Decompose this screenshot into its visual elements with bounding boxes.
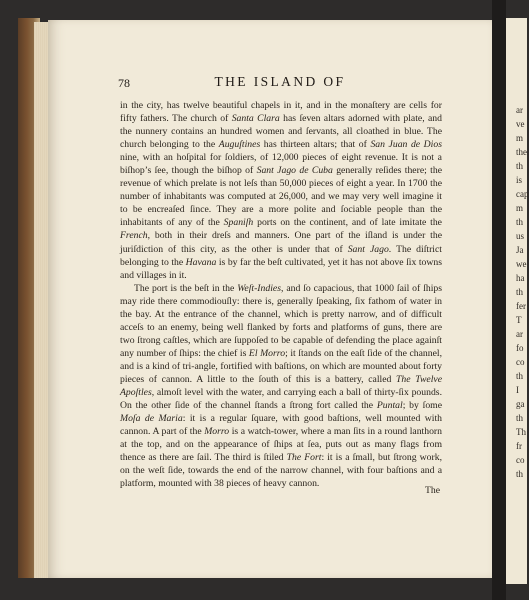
facing-page-fragment: ga (516, 399, 525, 409)
italic-run: Weſt-Indies (237, 282, 281, 294)
italic-run: Sant Jago de Cuba (256, 165, 333, 177)
facing-page-fragment: th (516, 371, 524, 381)
italic-run: Havana (185, 256, 217, 268)
facing-page-fragment: fer (516, 301, 526, 311)
text-run: ; it ſtands on the eaſt ſide of the channel, and is a kind of tri-angle, fortified with baſtions, on which are mounted about forty pieces of cannon. A little to the ſouth of this is a battery, called (120, 347, 443, 385)
facing-page-fragment: is (516, 175, 523, 185)
facing-page-fragment: fo (516, 343, 524, 353)
italic-run: Spaniſh (223, 217, 254, 229)
body-text (120, 99, 442, 490)
facing-page-edge (506, 18, 527, 584)
facing-page-fragment: m (516, 203, 524, 213)
italic-run: French (120, 230, 148, 242)
italic-run: Moſa de Maria (120, 413, 183, 425)
text-run: ports on the continent, and of late imitate the (253, 217, 442, 229)
facing-page-fragment: th (516, 413, 524, 423)
text-run: in the city, has twelve beautiful chapels in it, and in the monaſtery are cells for fifty fathers. The church of (120, 100, 442, 125)
facing-page-fragment: ar (516, 329, 523, 339)
facing-page-fragment: ar (516, 105, 523, 115)
text-run: , and ſo capacious, that 1000 ſail of ſhips may ride there commodiouſly: there is, generally ſpeaking, ſix fathom of water in the bay. At the entrance of the channel, which is pretty narrow, and of difficult acceſs to an enemy, being well flanked by forts and platforms of guns, there are two ſtrong caſtles, which are ſuppoſed to be capable of defending the place againſt any number of ſhips: the chief is (120, 282, 442, 359)
facing-page-fragment: th (516, 161, 524, 171)
text-run: generally reſides there; the revenue of which prelate is not leſs than 50,000 pieces of eight a year. In 1700 the number of inhabitants was computed at 26,000, and we may very well imagine it to be encreaſed ſince. They are a more polite and ſociable people than the inhabitants of any of the (120, 165, 443, 229)
paragraph (120, 282, 442, 491)
facing-page-fragment: co (516, 357, 525, 367)
italic-run: San Juan de Dios (370, 139, 442, 151)
italic-run: Puntal (376, 400, 403, 412)
italic-run: El Morro (248, 347, 286, 359)
italic-run: Auguſtines (218, 139, 261, 151)
page-header (118, 74, 442, 92)
text-run: The port is the beſt in the (134, 282, 238, 294)
paragraph (120, 99, 442, 282)
facing-page-fragment: th (516, 217, 524, 227)
text-run: ; by ſome (402, 400, 443, 412)
text-run: has ſeven altars adorned with plate, and the nunnery contains an hundred women and ſervants, all cloathed in blue. The church belonging to the (120, 113, 442, 151)
facing-page-fragment: fr (516, 441, 522, 451)
page-number: 78 (118, 76, 130, 90)
italic-run: The Fort (286, 452, 322, 464)
text-run: has thirteen altars; that of (260, 139, 371, 151)
text-run: : it is a ſmall, but ſtrong work, on the weſt ſide, towards the end of the narrow channel, with four baſtions and a platform, mounted with 38 pieces of heavy cannon. (120, 452, 442, 490)
text-run: , both in their dreſs and manners. One part of the iſland is under the juriſdiction of this city, as the other is under that of (120, 230, 442, 255)
facing-page-fragment: m (516, 133, 524, 143)
italic-run: Morro (204, 426, 230, 438)
text-run: . The diſtrict belonging to the (120, 243, 442, 268)
facing-page-fragment: th (516, 469, 524, 479)
text-run: : it is a regular ſquare, with good baſtions, well mounted with cannon. A part of the (120, 413, 442, 438)
facing-page-fragment: th (516, 287, 524, 297)
text-run: is a watch-tower, where a man ſits in a round lanthorn at the top, and on the appearance of ſhips at ſea, puts out as many flags from thence as there are ſail. The third is ſtiled (120, 426, 442, 464)
facing-page-fragment: we (516, 259, 527, 269)
italic-run: Santa Clara (231, 113, 280, 125)
book-gutter (492, 0, 506, 600)
facing-page-fragment: co (516, 455, 525, 465)
facing-page-fragment: the (516, 147, 527, 157)
facing-page-fragment: ha (516, 273, 525, 283)
catchword: The (425, 485, 441, 496)
italic-run: The Twelve Apoſtles (120, 373, 442, 399)
facing-page-fragment: us (516, 231, 525, 241)
text-run: , almoſt level with the water, and carrying each a ball of thirty-ſix pounds. On the other ſide of the channel ſtands a ſtrong fort called the (120, 387, 442, 412)
facing-page-fragment: T (516, 315, 522, 325)
facing-page-fragment: Ja (516, 245, 524, 255)
facing-page-fragment: ve (516, 119, 525, 129)
facing-page-fragment: I (516, 385, 519, 395)
facing-page-fragment: cap (516, 189, 529, 199)
running-head: THE ISLAND OF (214, 74, 346, 89)
text-run: is by far the beſt cultivated, yet it has not above ſix towns and villages in it. (120, 256, 442, 281)
facing-page-fragment: Th (516, 427, 526, 437)
text-run: nine, with an hoſpital for ſoldiers, of 12,000 pieces of eight revenue. It is not a biſhop’s ſee, though the biſhop of (120, 152, 442, 177)
italic-run: Sant Jago (347, 243, 389, 255)
